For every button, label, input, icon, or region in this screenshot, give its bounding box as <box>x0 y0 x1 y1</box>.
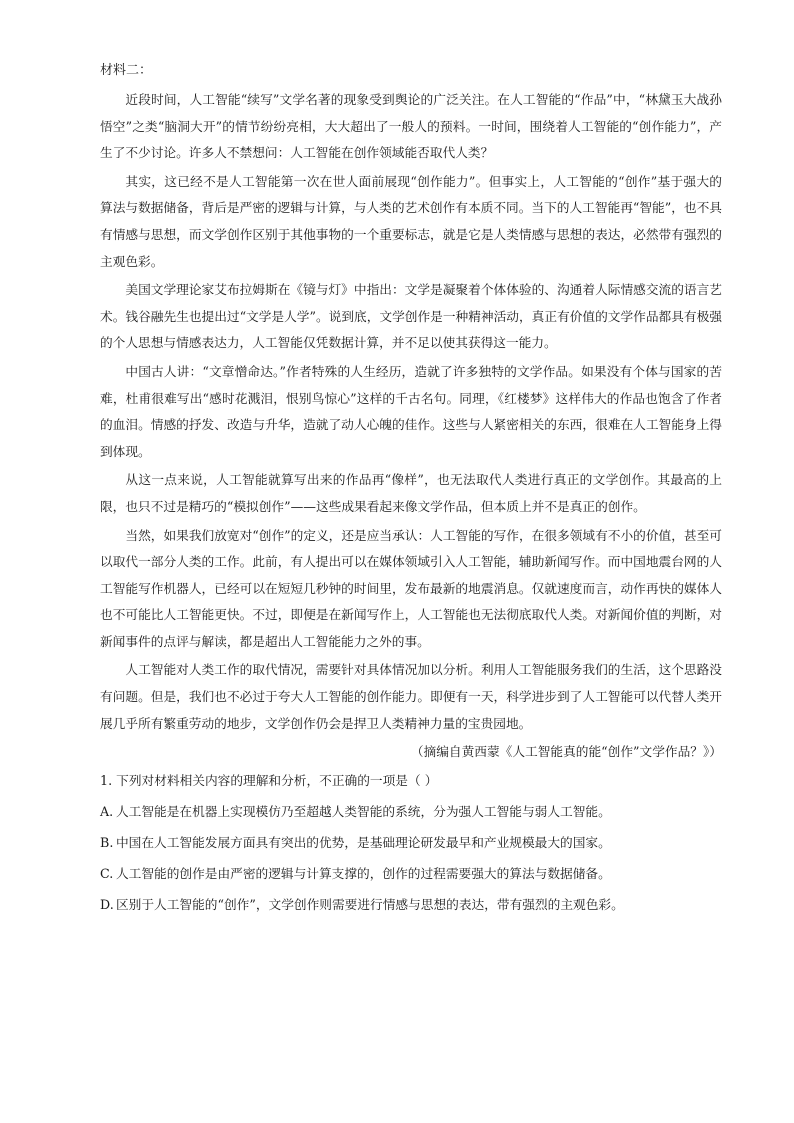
option-text: 人工智能是在机器上实现模仿乃至超越人类智能的系统，分为强人工智能与弱人工智能。 <box>116 804 611 820</box>
option-key: C. <box>100 866 114 882</box>
paragraph-2: 其实，这已经不是人工智能第一次在世人面前展现“创作能力”。但事实上，人工智能的“创作”基于强大的算法与数据储备，背后是严密的逻辑与计算，与人类的艺术创作有本质不同。当下的人工智能再“智能”，也不具有情感与思想，而文学创作区别于其他事物的一个重要标志，就是它是人类情感与思想的表达，必然带有强烈的主观色彩。 <box>100 173 722 269</box>
option-d <box>100 892 722 918</box>
paragraph-1: 近段时间，人工智能“续写”文学名著的现象受到舆论的广泛关注。在人工智能的“作品”中，“林黛玉大战孙悟空”之类“脑洞大开”的情节纷纷亮相，大大超出了一般人的预料。一时间，围绕着人工智能的“创作能力”，产生了不少讨论。许多人不禁想问：人工智能在创作领域能否取代人类？ <box>100 92 722 161</box>
paragraph-6: 当然，如果我们放宽对“创作”的定义，还是应当承认：人工智能的写作，在很多领域有不小的价值，甚至可以取代一部分人类的工作。此前，有人提出可以在媒体领域引入人工智能，辅助新闻写作。而中国地震台网的人工智能写作机器人，已经可以在短短几秒钟的时间里，发布最新的地震消息。仅就速度而言，动作再快的媒体人也不可能比人工智能更快。不过，即便是在新闻写作上，人工智能也无法彻底取代人类。对新闻价值的判断，对新闻事件的点评与解读，都是超出人工智能能力之外的事。 <box>100 527 722 649</box>
question-1 <box>100 768 722 794</box>
source-citation: （摘编自黄西蒙《人工智能真的能“创作”文学作品？》） <box>410 744 722 760</box>
paragraph-4: 中国古人讲：“文章憎命达。”作者特殊的人生经历，造就了许多独特的文学作品。如果没有个体与国家的苦难，杜甫很难写出“感时花溅泪，恨别鸟惊心”这样的千古名句。同理，《红楼梦》这样伟大的作品也饱含了作者的血泪。情感的抒发、改造与升华，造就了动人心魄的佳作。这些与人紧密相关的东西，很难在人工智能身上得到体现。 <box>100 363 722 459</box>
option-text: 中国在人工智能发展方面具有突出的优势，是基础理论研发最早和产业规模最大的国家。 <box>116 835 611 851</box>
question-number: 1. <box>100 773 113 789</box>
question-text: 下列对材料相关内容的理解和分析，不正确的一项是（ ） <box>116 773 438 789</box>
paragraph-5: 从这一点来说，人工智能就算写出来的作品再“像样”，也无法取代人类进行真正的文学创作。其最高的上限，也只不过是精巧的“模拟创作”——这些成果看起来像文学作品，但本质上并不是真正的创作。 <box>100 472 722 514</box>
option-b <box>100 830 722 856</box>
option-key: B. <box>100 835 114 851</box>
option-key: D. <box>100 897 114 913</box>
option-key: A. <box>100 804 114 820</box>
paragraph-7: 人工智能对人类工作的取代情况，需要针对具体情况加以分析。利用人工智能服务我们的生活，这个思路没有问题。但是，我们也不必过于夸大人工智能的创作能力。即便有一天，科学进步到了人工智能可以代替人类开展几乎所有繁重劳动的地步，文学创作仍会是捍卫人类精神力量的宝贵园地。 <box>100 662 722 731</box>
option-text: 人工智能的创作是由严密的逻辑与计算支撑的，创作的过程需要强大的算法与数据储备。 <box>116 866 611 882</box>
material-heading: 材料二： <box>100 63 153 78</box>
option-text: 区别于人工智能的“创作”，文学创作则需要进行情感与思想的表达，带有强烈的主观色彩。 <box>116 897 624 913</box>
document-page <box>100 60 722 918</box>
option-a <box>100 799 722 825</box>
paragraph-3: 美国文学理论家艾布拉姆斯在《镜与灯》中指出：文学是凝聚着个体体验的、沟通着人际情感交流的语言艺术。钱谷融先生也提出过“文学是人学”。说到底，文学创作是一种精神活动，真正有价值的文学作品都具有极强的个人思想与情感表达力，人工智能仅凭数据计算，并不足以使其获得这一能力。 <box>100 282 722 351</box>
option-c <box>100 861 722 887</box>
